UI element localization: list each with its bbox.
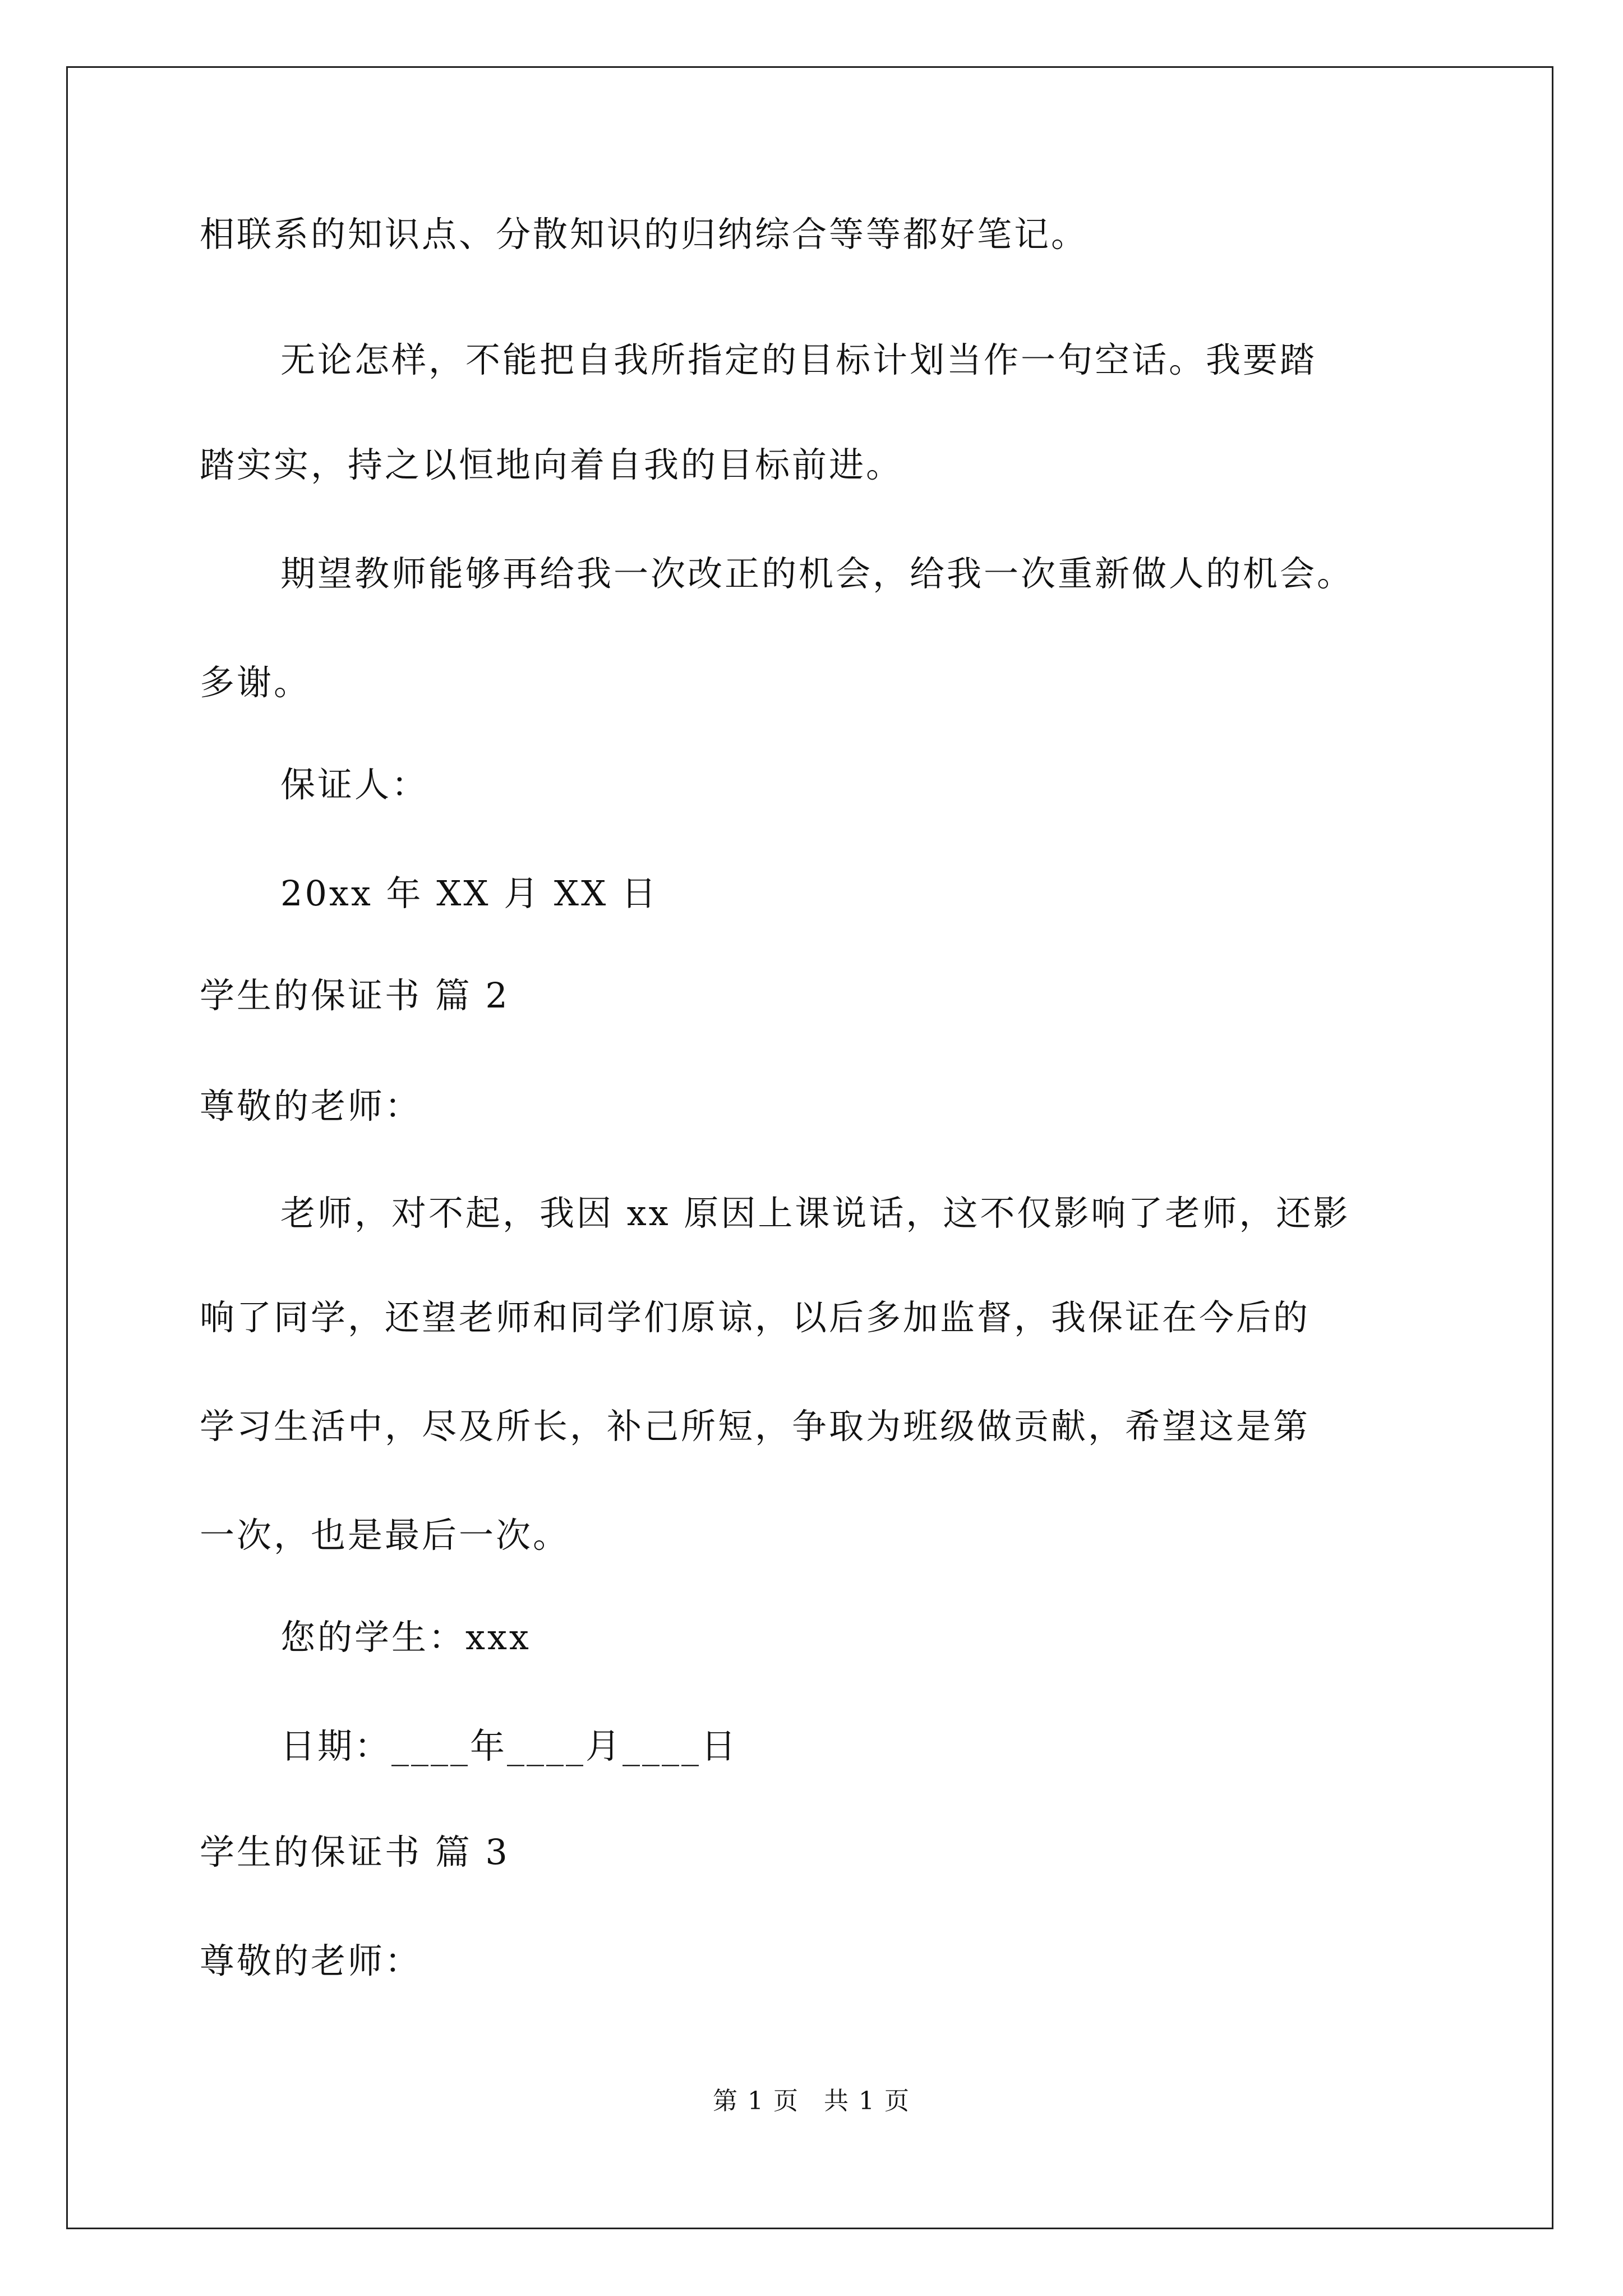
section-heading-2: 学生的保证书 篇 2	[200, 975, 510, 1016]
text-line-12: 学习生活中，尽及所长，补己所短，争取为班级做贡献，希望这是第	[200, 1406, 1311, 1447]
date-line: 20xx 年 XX 月 XX 日	[280, 873, 658, 914]
page-border	[66, 66, 1553, 2229]
student-signature-line: 您的学生：xxx	[280, 1617, 531, 1658]
page-number: 第 1 页	[713, 2087, 799, 2115]
text-line-5: 多谢。	[200, 662, 311, 703]
salutation-3: 尊敬的老师：	[200, 1940, 422, 1981]
text-line-3: 踏实实，持之以恒地向着自我的目标前进。	[200, 444, 903, 485]
section-heading-3: 学生的保证书 篇 3	[200, 1832, 510, 1872]
date-blank-line: 日期：____年____月____日	[280, 1726, 739, 1766]
text-line-1: 相联系的知识点、分散知识的归纳综合等等都好笔记。	[200, 214, 1089, 255]
page-total: 共 1 页	[824, 2087, 910, 2115]
salutation-2: 尊敬的老师：	[200, 1085, 422, 1126]
text-line-2: 无论怎样，不能把自我所指定的目标计划当作一句空话。我要踏	[280, 339, 1317, 380]
page-footer	[0, 2085, 1623, 2118]
text-line-10: 老师，对不起，我因 xx 原因上课说话，这不仅影响了老师，还影	[280, 1193, 1350, 1234]
text-line-4: 期望教师能够再给我一次改正的机会，给我一次重新做人的机会。	[280, 553, 1354, 594]
text-line-13: 一次，也是最后一次。	[200, 1515, 570, 1556]
text-line-11: 响了同学，还望老师和同学们原谅，以后多加监督，我保证在今后的	[200, 1297, 1311, 1338]
signer-label: 保证人：	[280, 764, 429, 805]
